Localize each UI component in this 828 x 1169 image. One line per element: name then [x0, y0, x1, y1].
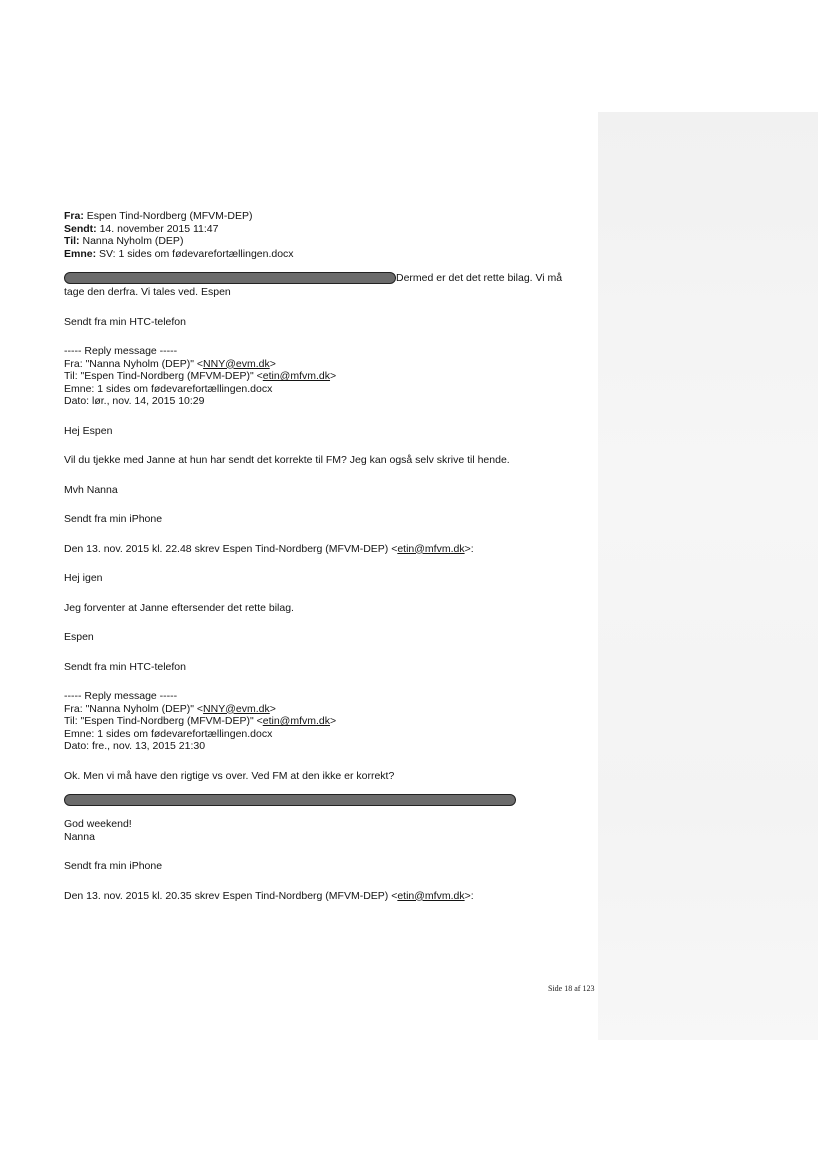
reply-date: Dato: lør., nov. 14, 2015 10:29	[64, 395, 205, 407]
header-to: Til: Nanna Nyholm (DEP)	[64, 235, 184, 247]
email-document	[64, 210, 604, 902]
body-text: Ok. Men vi må have den rigtige vs over. Ved FM at den ikke er korrekt?	[64, 769, 395, 782]
redaction-bar	[64, 794, 516, 806]
redacted-line	[64, 792, 604, 808]
scan-shading	[598, 112, 818, 1040]
signature: Sendt fra min HTC-telefon	[64, 315, 186, 328]
reply-from: Fra: "Nanna Nyholm (DEP)" <NNY@evm.dk>	[64, 702, 276, 715]
body-text: Vil du tjekke med Janne at hun har sendt det korrekte til FM? Jeg kan også selv skrive til hende.	[64, 454, 510, 466]
reply-subject: Emne: 1 sides om fødevarefortællingen.docx	[64, 382, 273, 395]
body-text: tage den derfra. Vi tales ved. Espen	[64, 286, 231, 298]
email-link[interactable]: etin@mfvm.dk	[262, 370, 331, 382]
sign-off: Espen	[64, 631, 94, 643]
reply-marker: ----- Reply message -----	[64, 690, 178, 702]
quote-header: Den 13. nov. 2015 kl. 20.35 skrev Espen Tind-Nordberg (MFVM-DEP) <etin@mfvm.dk>:	[64, 889, 474, 902]
greeting: Hej Espen	[64, 424, 113, 437]
closing: God weekend!	[64, 818, 132, 830]
first-body-line: Dermed er det det rette bilag. Vi må	[64, 270, 604, 286]
email-link[interactable]: etin@mfvm.dk	[397, 889, 465, 902]
reply-to: Til: "Espen Tind-Nordberg (MFVM-DEP)" <etin@mfvm.dk>	[64, 370, 337, 382]
reply-subject: Emne: 1 sides om fødevarefortællingen.docx	[64, 727, 273, 740]
reply-to: Til: "Espen Tind-Nordberg (MFVM-DEP)" <etin@mfvm.dk>	[64, 715, 337, 727]
closing-name: Nanna	[64, 830, 95, 843]
email-link[interactable]: etin@mfvm.dk	[262, 715, 331, 727]
redaction-bar	[64, 272, 396, 284]
body-text: Jeg forventer at Janne eftersender det rette bilag.	[64, 601, 294, 614]
header-from: Fra: Espen Tind-Nordberg (MFVM-DEP)	[64, 210, 253, 222]
reply-date: Dato: fre., nov. 13, 2015 21:30	[64, 740, 206, 752]
sign-off: Mvh Nanna	[64, 483, 118, 496]
greeting: Hej igen	[64, 572, 103, 584]
reply-from: Fra: "Nanna Nyholm (DEP)" <NNY@evm.dk>	[64, 357, 276, 370]
email-link[interactable]: NNY@evm.dk	[203, 702, 270, 715]
signature: Sendt fra min iPhone	[64, 513, 163, 525]
header-sent: Sendt: 14. november 2015 11:47	[64, 222, 219, 235]
email-link[interactable]: NNY@evm.dk	[203, 357, 270, 370]
header-subject: Emne: SV: 1 sides om fødevarefortællingen.docx	[64, 247, 294, 260]
signature: Sendt fra min iPhone	[64, 860, 163, 872]
page-number: Side 18 af 123	[548, 984, 595, 993]
signature: Sendt fra min HTC-telefon	[64, 660, 186, 673]
quote-header: Den 13. nov. 2015 kl. 22.48 skrev Espen Tind-Nordberg (MFVM-DEP) <etin@mfvm.dk>:	[64, 542, 474, 555]
email-link[interactable]: etin@mfvm.dk	[397, 542, 465, 555]
reply-marker: ----- Reply message -----	[64, 345, 178, 357]
